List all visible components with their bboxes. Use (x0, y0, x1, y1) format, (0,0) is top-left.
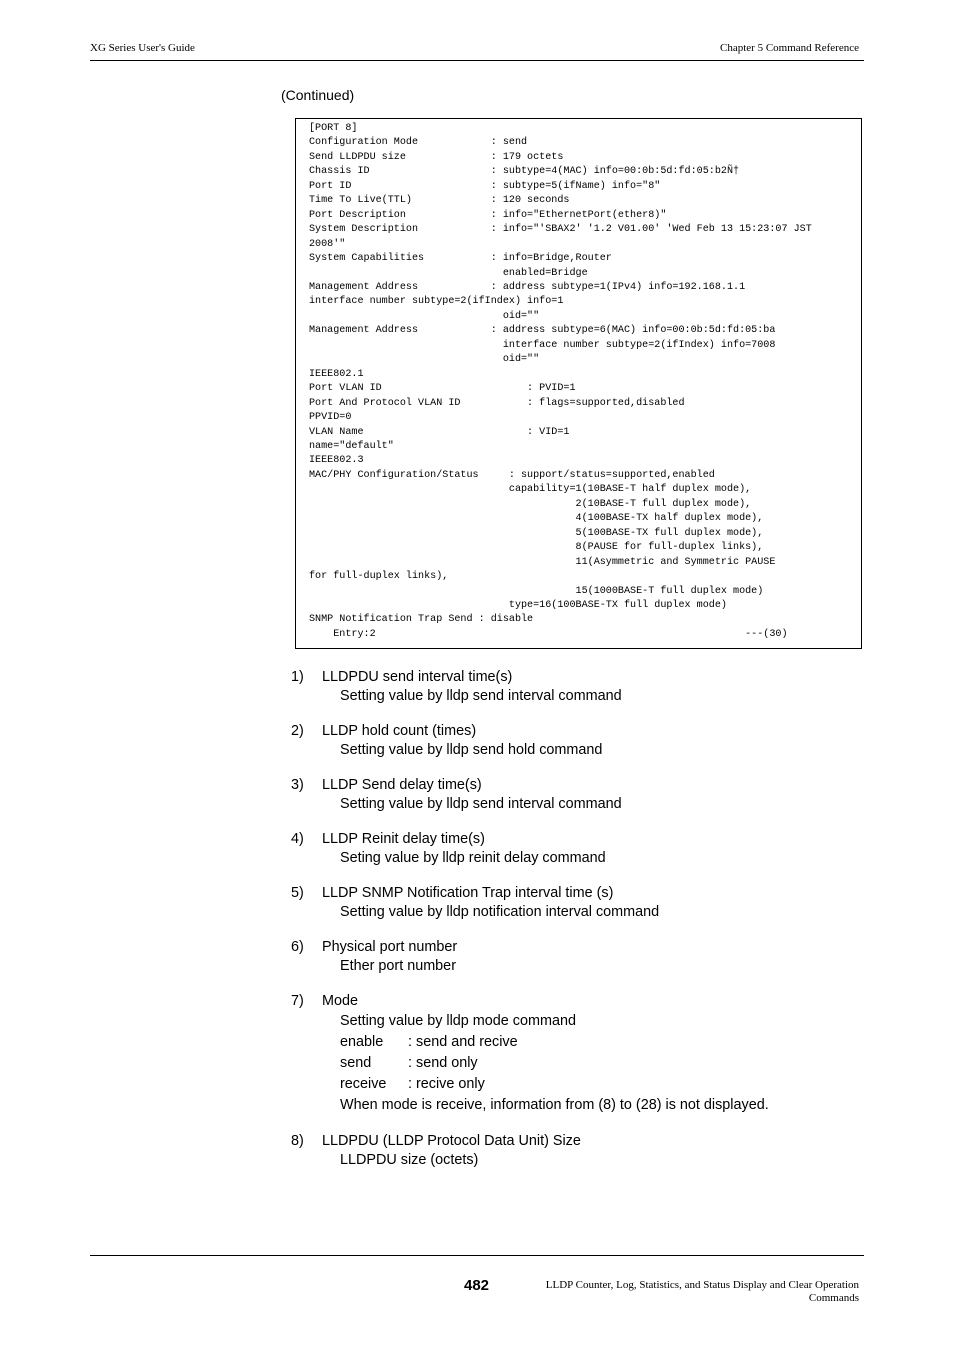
header-guide-title: XG Series User's Guide (90, 42, 195, 54)
mode-row-receive (340, 1074, 891, 1095)
item-description: Setting value by lldp notification interval command (340, 904, 660, 920)
item-title: LLDP Send delay time(s) (322, 777, 482, 793)
list-item (291, 830, 891, 868)
footer-rule (90, 1255, 864, 1256)
mode-row-enable (340, 1032, 891, 1053)
footer-section-title (509, 1279, 859, 1305)
list-item (291, 1132, 891, 1170)
mode-value: : send only (408, 1055, 478, 1071)
item-description: Setting value by lldp send interval command (340, 796, 622, 812)
mode-key: enable (340, 1034, 384, 1050)
header-chapter-title: Chapter 5 Command Reference (720, 42, 859, 54)
command-output-text: [PORT 8] Configuration Mode : send Send LLDPDU size : 179 octets Chassis ID : subtype=4(MAC) info=00:0b:5d:fd:05:b2Ñ† Port ID : subtype=5(ifName) info="8" Time To Live(TTL) : 120 seconds Port Description : info="EthernetPort(ether8)" System Description : info="'SBAX2' '1.2 V01.00' 'Wed Feb 13 15:23:07 JST 2008'" System Capabilities : info=Bridge,Router enabled=Bridge Management Address : address subtype=1(IPv4) info=192.168.1.1 interface number subtype=2(ifIndex) info=1 oid="" Management Address : address subtype=6(MAC) info=00:0b:5d:fd:05:ba interface number subtype=2(ifIndex) info=7008 oid="" IEEE802.1 Port VLAN ID : PVID=1 Port And Protocol VLAN ID : flags=supported,disabled PPVID=0 VLAN Name : VID=1 name="default" IEEE802.3 MAC/PHY Configuration/Status : support/status=supported,enabled capability=1(10BASE-T half duplex mode), 2(10BASE-T full duplex mode), 4(100BASE-TX half duplex mode), 5(100BASE-TX full duplex mode), 8(PAUSE for full-duplex links), 11(Asymmetric and Symmetric PAUSE for full-duplex links), 15(1000BASE-T full duplex mode) type=16(100BASE-TX full duplex mode) SNMP Notification Trap Send : disable Entry:2 ---(30) (309, 123, 812, 640)
item-description: LLDPDU size (octets) (340, 1152, 479, 1168)
list-item (291, 938, 891, 976)
item-description: Setting value by lldp send interval command (340, 688, 622, 704)
item-description: Setting value by lldp mode command (340, 1013, 576, 1029)
mode-key: send (340, 1055, 372, 1071)
footer-title-line: Commands (808, 1292, 859, 1304)
mode-key: receive (340, 1076, 387, 1092)
mode-row-send (340, 1053, 891, 1074)
item-title: LLDP hold count (times) (322, 723, 477, 739)
item-description: Seting value by lldp reinit delay command (340, 850, 606, 866)
item-number: 8) (291, 1133, 304, 1149)
item-title: LLDPDU send interval time(s) (322, 669, 513, 685)
list-item (291, 776, 891, 814)
item-number: 2) (291, 723, 304, 739)
mode-value: : send and recive (408, 1034, 518, 1050)
item-number: 6) (291, 939, 304, 955)
item-number: 4) (291, 831, 304, 847)
list-item-mode (291, 992, 891, 1116)
mode-value: : recive only (408, 1076, 485, 1092)
list-item (291, 884, 891, 922)
mode-note: When mode is receive, information from (8) to (28) is not displayed. (340, 1097, 769, 1113)
item-number: 1) (291, 669, 304, 685)
item-title: Physical port number (322, 939, 458, 955)
item-title: LLDP SNMP Notification Trap interval time (s) (322, 885, 614, 901)
item-number: 5) (291, 885, 304, 901)
page-number: 482 (464, 1277, 490, 1294)
list-item (291, 668, 891, 706)
header-rule (90, 60, 864, 61)
item-description: Ether port number (340, 958, 456, 974)
item-description: Setting value by lldp send hold command (340, 742, 603, 758)
item-number: 3) (291, 777, 304, 793)
item-title: Mode (322, 993, 358, 1009)
item-title: LLDP Reinit delay time(s) (322, 831, 485, 847)
field-description-list (291, 668, 891, 1186)
item-title: LLDPDU (LLDP Protocol Data Unit) Size (322, 1133, 581, 1149)
item-number: 7) (291, 993, 304, 1009)
continued-label: (Continued) (281, 87, 355, 103)
list-item (291, 722, 891, 760)
footer-title-line: LLDP Counter, Log, Statistics, and Status Display and Clear Operation (545, 1279, 859, 1291)
command-output-box (295, 118, 862, 649)
